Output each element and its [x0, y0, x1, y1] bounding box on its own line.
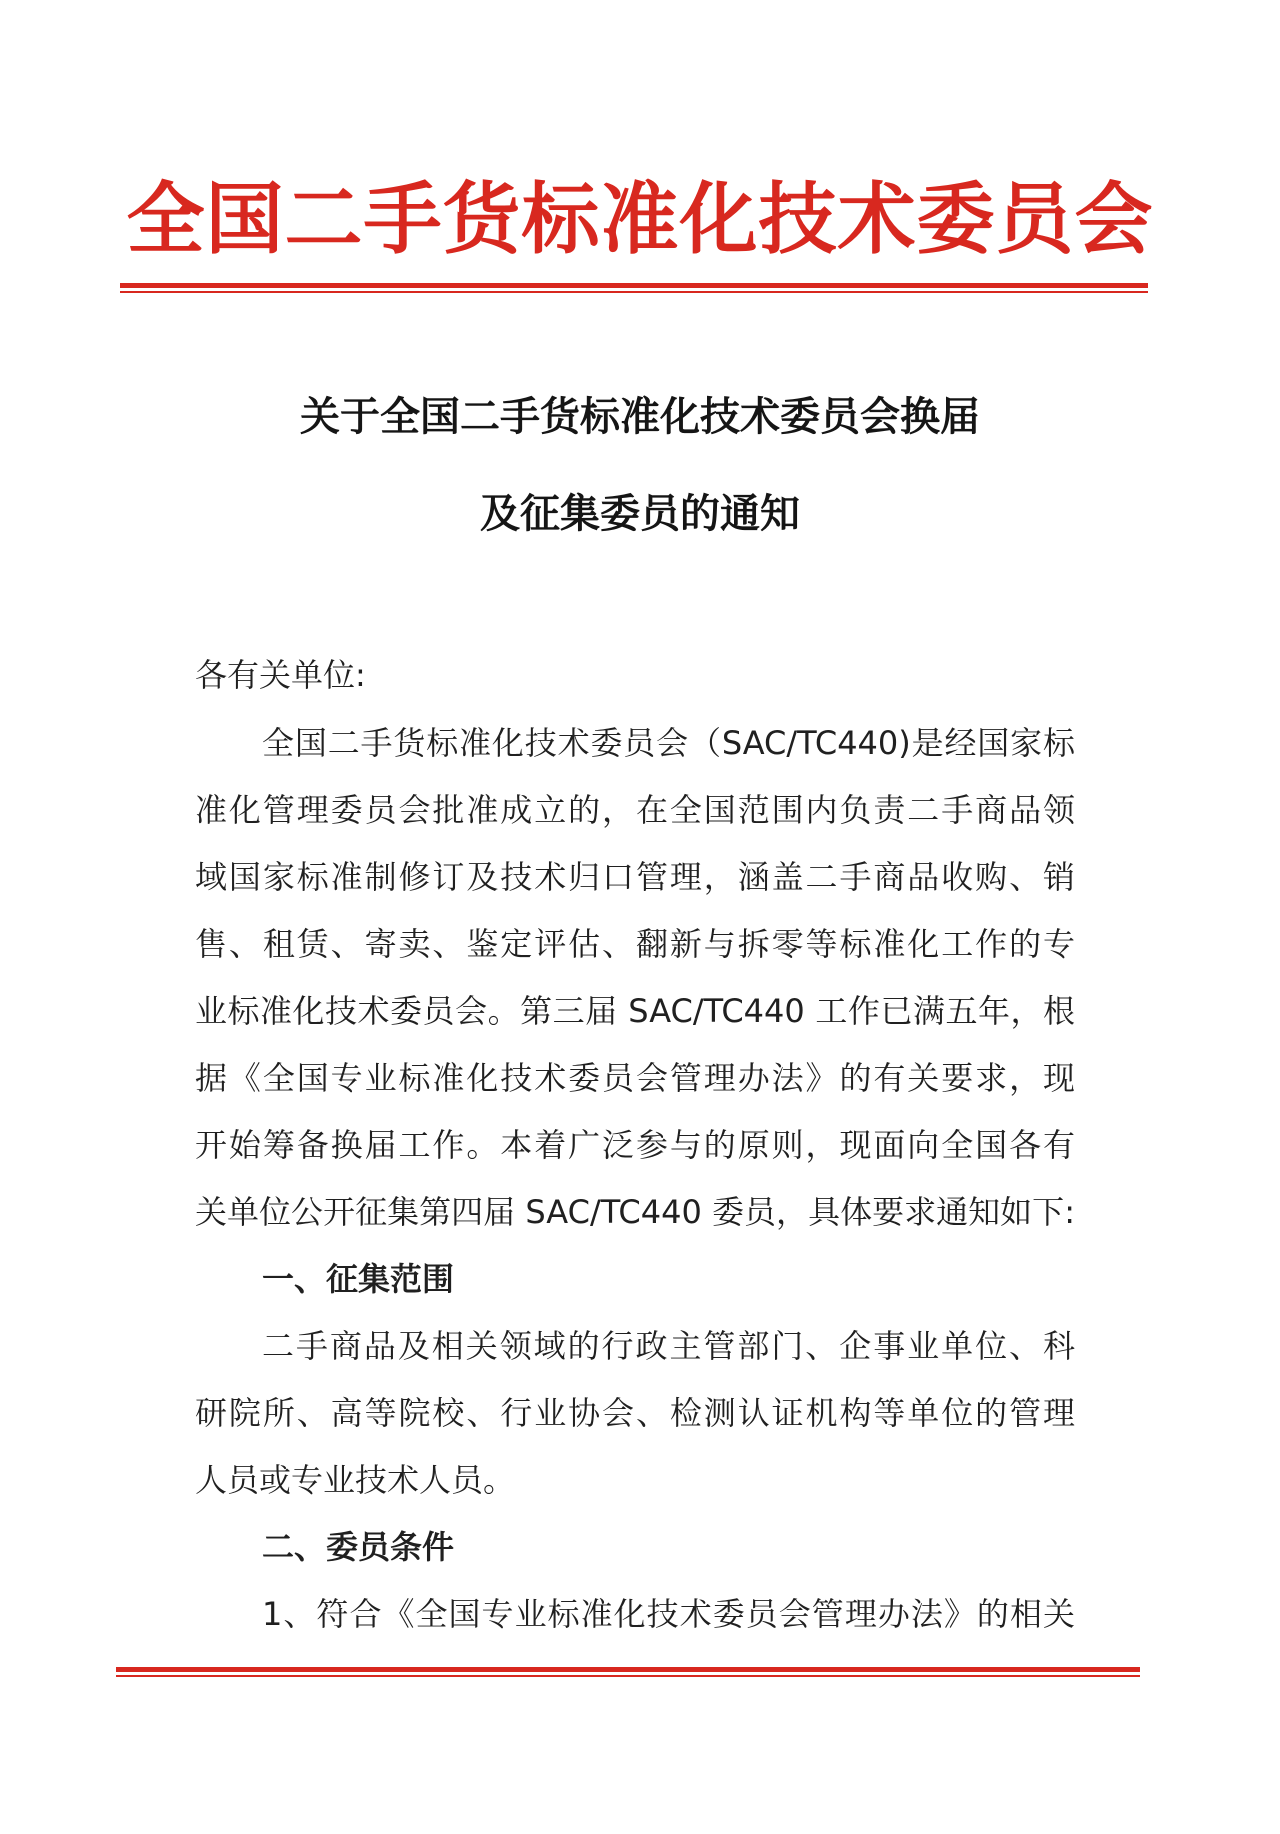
document-title-line-2: 及征集委员的通知	[480, 490, 800, 537]
paragraph-line: 业标准化技术委员会。第三届 SAC/TC440 工作已满五年，根	[195, 992, 1075, 1030]
document-title-line-1: 关于全国二手货标准化技术委员会换届	[300, 393, 980, 440]
paragraph-line: 据《全国专业标准化技术委员会管理办法》的有关要求，现	[195, 1059, 1075, 1097]
masthead-divider	[120, 283, 1148, 293]
section-heading-scope: 一、征集范围	[262, 1260, 455, 1298]
divider-thin-line	[116, 1675, 1140, 1677]
divider-thick-line	[120, 283, 1148, 288]
condition-item-1: 1、符合《全国专业标准化技术委员会管理办法》的相关	[262, 1595, 1075, 1633]
divider-thin-line	[120, 291, 1148, 293]
footer-divider	[116, 1667, 1140, 1677]
paragraph-line: 准化管理委员会批准成立的，在全国范围内负责二手商品领	[195, 791, 1075, 829]
divider-thick-line	[116, 1667, 1140, 1672]
salutation: 各有关单位:	[195, 656, 366, 694]
paragraph-line: 域国家标准制修订及技术归口管理，涵盖二手商品收购、销	[195, 858, 1075, 896]
paragraph-line: 研院所、高等院校、行业协会、检测认证机构等单位的管理	[195, 1394, 1075, 1432]
paragraph-line: 售、租赁、寄卖、鉴定评估、翻新与拆零等标准化工作的专	[195, 925, 1075, 963]
paragraph-line: 关单位公开征集第四届 SAC/TC440 委员，具体要求通知如下:	[195, 1193, 1075, 1231]
paragraph-line: 二手商品及相关领域的行政主管部门、企事业单位、科	[262, 1327, 1075, 1365]
organization-masthead: 全国二手货标准化技术委员会	[126, 174, 1154, 265]
section-heading-conditions: 二、委员条件	[262, 1528, 455, 1566]
paragraph-line: 开始筹备换届工作。本着广泛参与的原则，现面向全国各有	[195, 1126, 1075, 1164]
paragraph-line: 人员或专业技术人员。	[195, 1461, 516, 1499]
paragraph-line: 全国二手货标准化技术委员会（SAC/TC440)是经国家标	[262, 724, 1075, 762]
